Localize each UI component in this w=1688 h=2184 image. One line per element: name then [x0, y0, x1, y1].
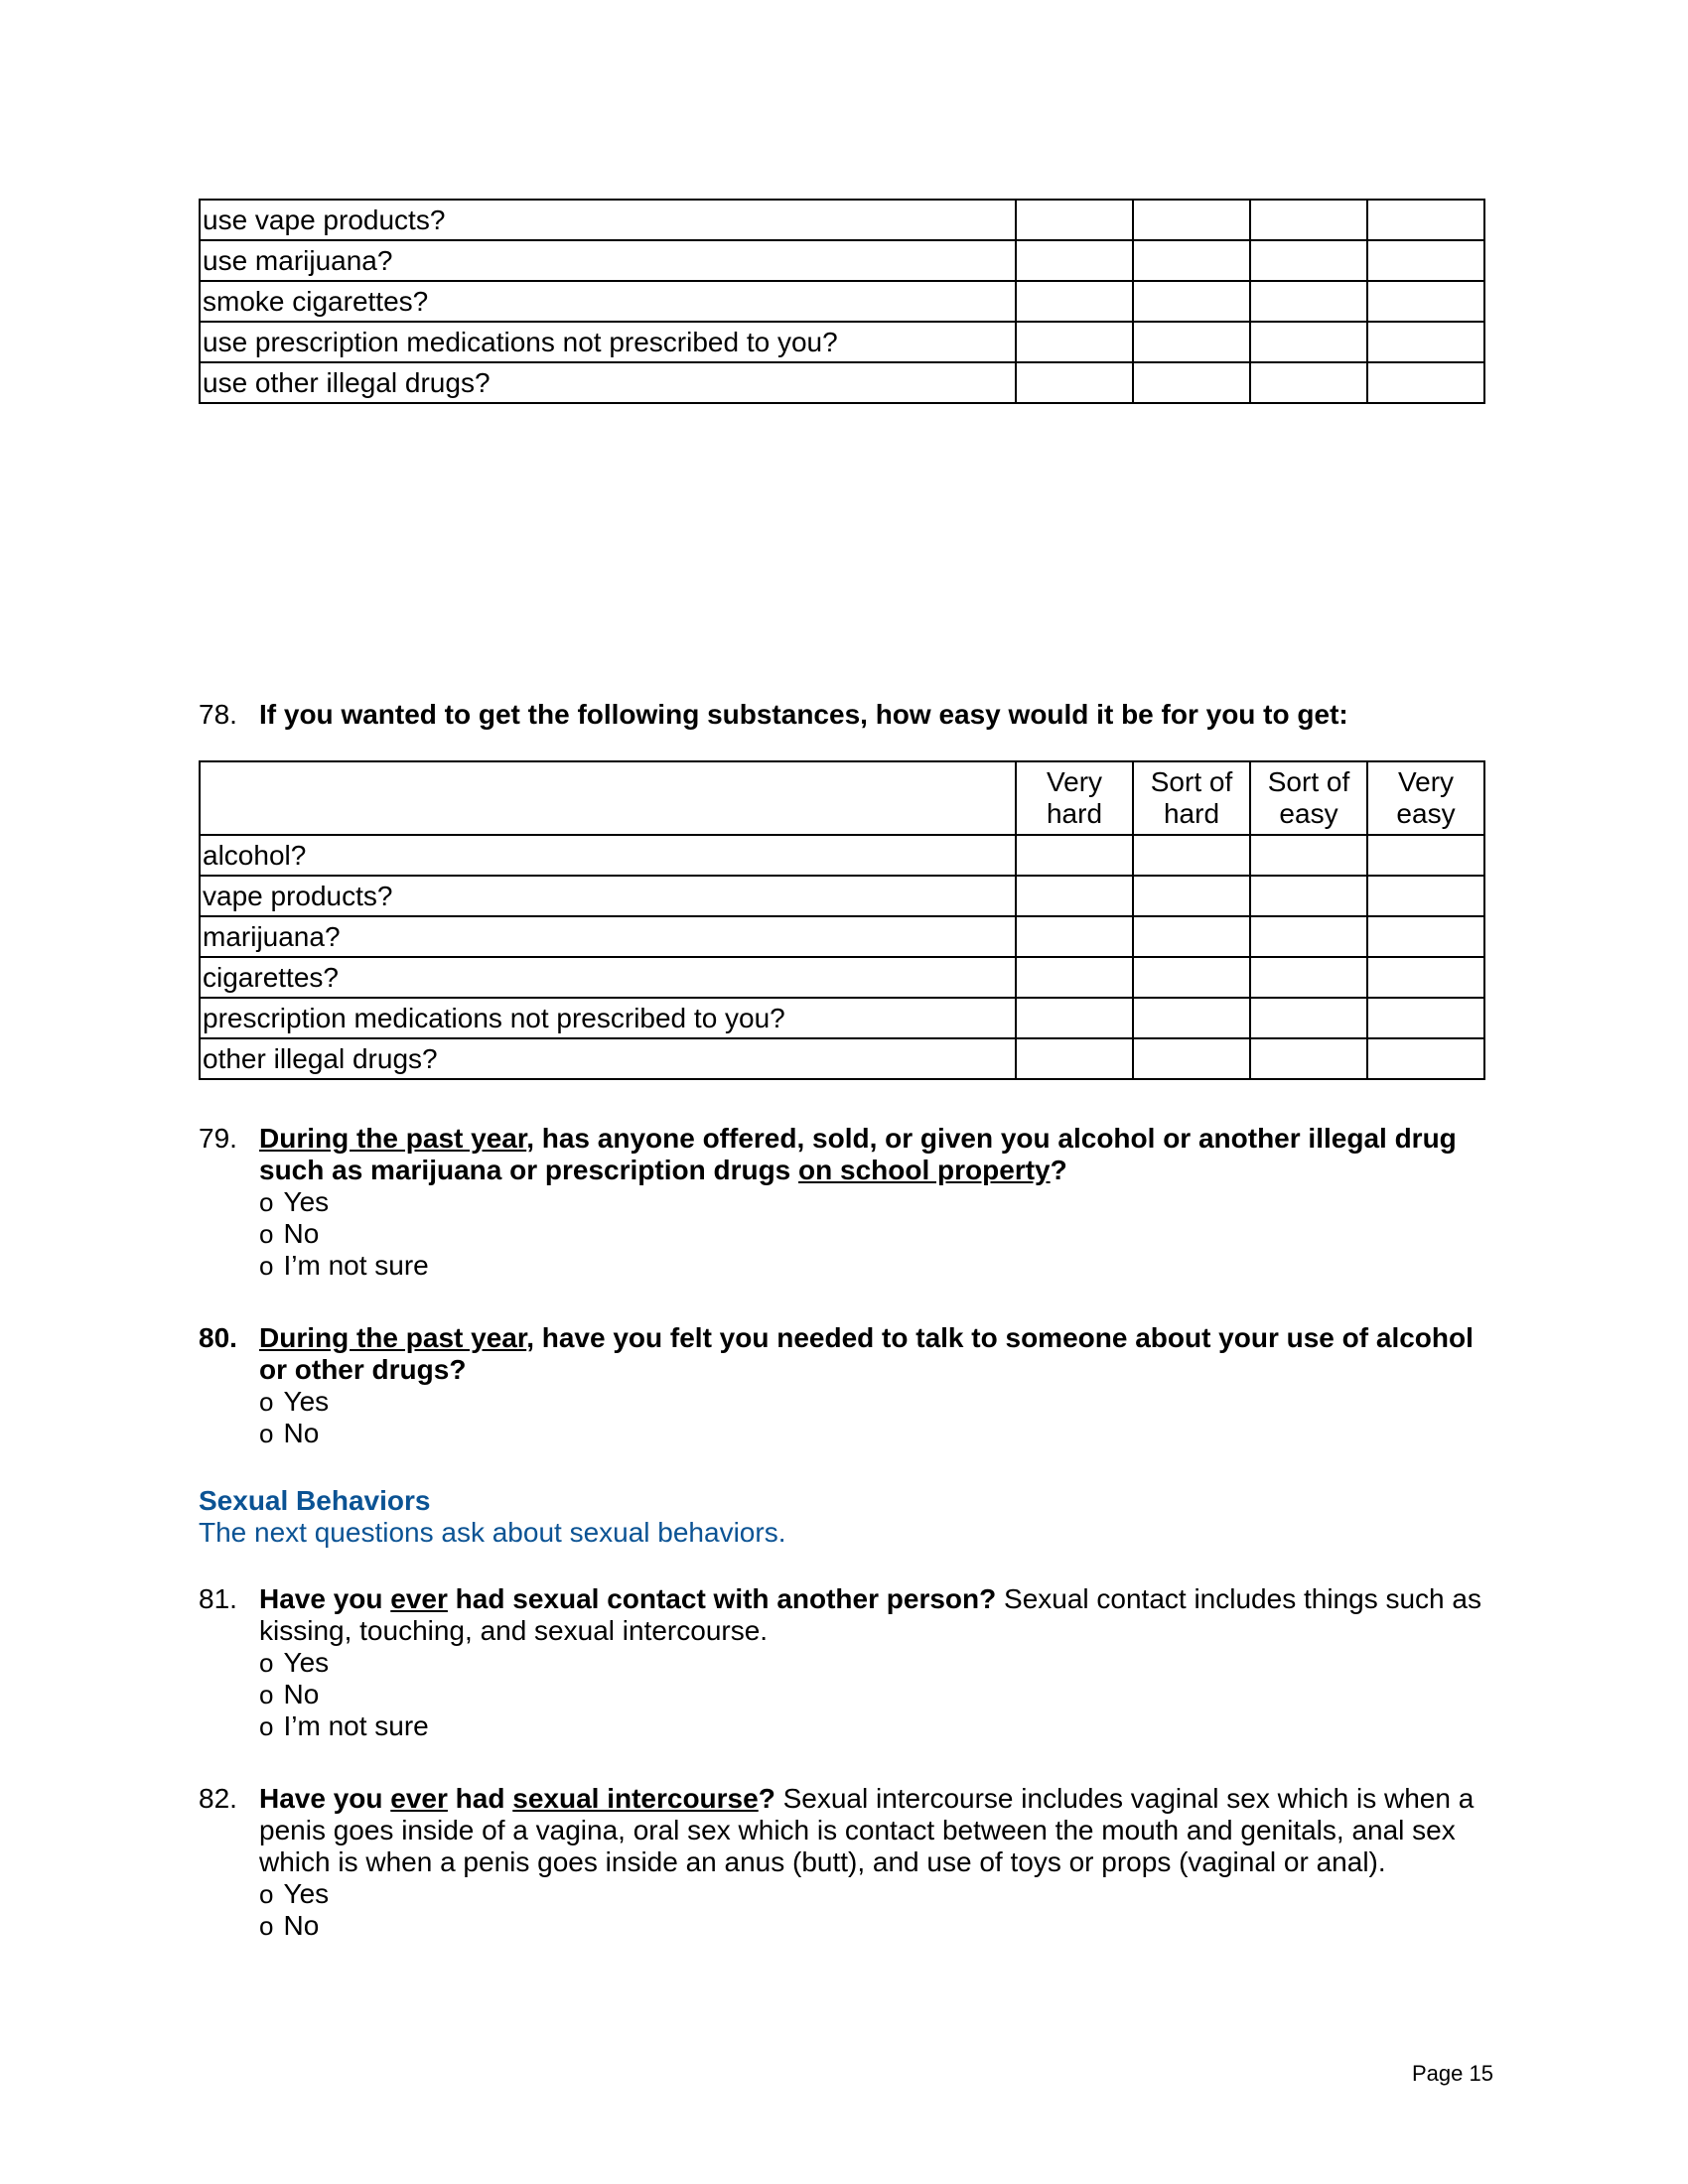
response-cell[interactable]: [1016, 957, 1133, 998]
question-text-part: Have you: [259, 1583, 391, 1614]
question-text-part: , have you felt you needed to talk to someone about your use of alcohol or other drugs?: [259, 1322, 1474, 1385]
header-line: hard: [1046, 798, 1103, 829]
table-row: [200, 281, 1484, 322]
response-cell[interactable]: [1250, 876, 1367, 916]
response-cell[interactable]: [1133, 835, 1250, 876]
response-cell[interactable]: [1133, 200, 1250, 240]
table-row: [200, 322, 1484, 362]
response-cell[interactable]: [1016, 322, 1133, 362]
radio-circle-icon[interactable]: o: [259, 1680, 274, 1709]
substance-use-table-continued: [199, 199, 1485, 404]
table-row: [200, 876, 1484, 916]
question-text: [259, 1583, 1489, 1647]
radio-circle-icon[interactable]: o: [259, 1387, 274, 1417]
radio-circle-icon[interactable]: o: [259, 1911, 274, 1941]
response-cell[interactable]: [1367, 876, 1484, 916]
answer-option-no[interactable]: [259, 1418, 1489, 1449]
section-subtitle: The next questions ask about sexual behaviors.: [199, 1517, 786, 1548]
response-cell[interactable]: [1250, 1038, 1367, 1079]
question-text-part: , has anyone offered, sold, or given you alcohol or another illegal drug such as marijuana or prescription drugs: [259, 1123, 1457, 1185]
option-label: Yes: [283, 1186, 330, 1217]
header-line: Very: [1046, 766, 1103, 797]
response-cell[interactable]: [1133, 322, 1250, 362]
row-label: use vape products?: [200, 200, 1016, 240]
response-cell[interactable]: [1367, 240, 1484, 281]
page-number: Page 15: [1412, 2061, 1493, 2086]
column-header-sort-of-hard: [1133, 761, 1250, 835]
row-label: smoke cigarettes?: [200, 281, 1016, 322]
question-number: 80.: [199, 1322, 237, 1353]
response-cell[interactable]: [1250, 362, 1367, 403]
response-cell[interactable]: [1016, 998, 1133, 1038]
table-row: [200, 240, 1484, 281]
header-line: Sort of: [1267, 766, 1350, 797]
header-line: hard: [1163, 798, 1220, 829]
answer-option-no[interactable]: [259, 1218, 1489, 1250]
response-cell[interactable]: [1133, 362, 1250, 403]
question-text: [259, 1123, 1489, 1186]
question-number: 79.: [199, 1123, 237, 1154]
answer-option-no[interactable]: [259, 1679, 1489, 1710]
table-row: [200, 362, 1484, 403]
emphasis-text: During the past year: [259, 1322, 527, 1353]
response-cell[interactable]: [1133, 957, 1250, 998]
section-header: [199, 1485, 785, 1549]
emphasis-text: ever: [390, 1783, 448, 1814]
response-cell[interactable]: [1016, 876, 1133, 916]
option-label: I’m not sure: [283, 1250, 429, 1281]
question-text: [259, 1783, 1489, 1878]
header-line: Very: [1397, 766, 1455, 797]
response-cell[interactable]: [1133, 1038, 1250, 1079]
question-79: [199, 1123, 1489, 1282]
emphasis-text: ever: [390, 1583, 448, 1614]
option-label: No: [283, 1418, 320, 1448]
question-81: [199, 1583, 1489, 1742]
row-label: cigarettes?: [200, 957, 1016, 998]
question-80: [199, 1322, 1489, 1449]
column-header-very-easy: [1367, 761, 1484, 835]
response-cell[interactable]: [1367, 362, 1484, 403]
row-label: use prescription medications not prescribed to you?: [200, 322, 1016, 362]
header-blank-cell: [200, 761, 1016, 835]
response-cell[interactable]: [1016, 835, 1133, 876]
response-cell[interactable]: [1250, 322, 1367, 362]
radio-circle-icon[interactable]: o: [259, 1879, 274, 1909]
response-cell[interactable]: [1250, 200, 1367, 240]
answer-option-not-sure[interactable]: [259, 1250, 1489, 1282]
section-title: Sexual Behaviors: [199, 1485, 431, 1516]
radio-circle-icon[interactable]: o: [259, 1648, 274, 1678]
response-cell[interactable]: [1250, 957, 1367, 998]
response-cell[interactable]: [1250, 998, 1367, 1038]
header-line: easy: [1279, 798, 1338, 829]
row-label: alcohol?: [200, 835, 1016, 876]
response-cell[interactable]: [1367, 957, 1484, 998]
table-row: [200, 998, 1484, 1038]
response-cell[interactable]: [1133, 240, 1250, 281]
row-label: other illegal drugs?: [200, 1038, 1016, 1079]
question-text: [259, 1322, 1489, 1386]
question-number: 81.: [199, 1583, 237, 1614]
emphasis-text: sexual intercourse: [512, 1783, 759, 1814]
question-text-part: ?: [1050, 1155, 1067, 1185]
radio-circle-icon[interactable]: o: [259, 1251, 274, 1281]
row-label: marijuana?: [200, 916, 1016, 957]
response-cell[interactable]: [1367, 1038, 1484, 1079]
emphasis-text: During the past year: [259, 1123, 527, 1154]
question-description: Sexual contact includes things such as kissing, touching, and sexual intercourse.: [259, 1583, 1481, 1646]
question-text-part: ?: [758, 1783, 775, 1814]
option-label: Yes: [283, 1386, 330, 1417]
column-header-very-hard: [1016, 761, 1133, 835]
response-cell[interactable]: [1250, 240, 1367, 281]
row-label: use marijuana?: [200, 240, 1016, 281]
response-cell[interactable]: [1367, 281, 1484, 322]
option-label: I’m not sure: [283, 1710, 429, 1741]
question-description: Sexual intercourse includes vaginal sex which is when a penis goes inside of a vagina, oral sex which is contact between the mouth and genitals, anal sex which is when a penis goes inside an anus (butt), and use of toys or props (vaginal or anal).: [259, 1783, 1475, 1877]
answer-option-yes[interactable]: [259, 1386, 1489, 1418]
question-number: 82.: [199, 1783, 237, 1814]
question-number: 78.: [199, 699, 237, 730]
option-label: Yes: [283, 1878, 330, 1909]
header-line: easy: [1396, 798, 1456, 829]
row-label: vape products?: [200, 876, 1016, 916]
response-cell[interactable]: [1367, 916, 1484, 957]
response-cell[interactable]: [1016, 1038, 1133, 1079]
answer-option-yes[interactable]: [259, 1186, 1489, 1218]
response-cell[interactable]: [1367, 322, 1484, 362]
response-cell[interactable]: [1133, 876, 1250, 916]
response-cell[interactable]: [1016, 200, 1133, 240]
response-cell[interactable]: [1250, 835, 1367, 876]
question-text-part: had: [447, 1783, 513, 1814]
radio-circle-icon[interactable]: o: [259, 1219, 274, 1249]
response-cell[interactable]: [1367, 835, 1484, 876]
response-cell[interactable]: [1016, 362, 1133, 403]
table-header-row: [200, 761, 1484, 835]
question-78: [199, 699, 1489, 731]
table-row: [200, 957, 1484, 998]
answer-option-yes[interactable]: [259, 1647, 1489, 1679]
response-cell[interactable]: [1367, 200, 1484, 240]
response-cell[interactable]: [1133, 916, 1250, 957]
response-cell[interactable]: [1016, 916, 1133, 957]
row-label: prescription medications not prescribed to you?: [200, 998, 1016, 1038]
radio-circle-icon[interactable]: o: [259, 1419, 274, 1448]
question-text-part: Have you: [259, 1783, 391, 1814]
table-row: [200, 835, 1484, 876]
table-row: [200, 916, 1484, 957]
option-label: Yes: [283, 1647, 330, 1678]
substance-access-table: [199, 760, 1485, 1080]
table-row: [200, 1038, 1484, 1079]
header-line: Sort of: [1150, 766, 1233, 797]
answer-option-no[interactable]: [259, 1910, 1489, 1942]
response-cell[interactable]: [1016, 240, 1133, 281]
response-cell[interactable]: [1367, 998, 1484, 1038]
radio-circle-icon[interactable]: o: [259, 1711, 274, 1741]
radio-circle-icon[interactable]: o: [259, 1187, 274, 1217]
response-cell[interactable]: [1133, 281, 1250, 322]
response-cell[interactable]: [1250, 916, 1367, 957]
response-cell[interactable]: [1133, 998, 1250, 1038]
emphasis-text: on school property: [798, 1155, 1051, 1185]
column-header-sort-of-easy: [1250, 761, 1367, 835]
option-label: No: [283, 1679, 320, 1709]
answer-option-yes[interactable]: [259, 1878, 1489, 1910]
table-row: [200, 200, 1484, 240]
question-text-part: had sexual contact with another person?: [447, 1583, 997, 1614]
option-label: No: [283, 1910, 320, 1941]
question-text: If you wanted to get the following substances, how easy would it be for you to get:: [259, 699, 1348, 730]
row-label: use other illegal drugs?: [200, 362, 1016, 403]
response-cell[interactable]: [1016, 281, 1133, 322]
question-82: [199, 1783, 1489, 1942]
option-label: No: [283, 1218, 320, 1249]
answer-option-not-sure[interactable]: [259, 1710, 1489, 1742]
response-cell[interactable]: [1250, 281, 1367, 322]
